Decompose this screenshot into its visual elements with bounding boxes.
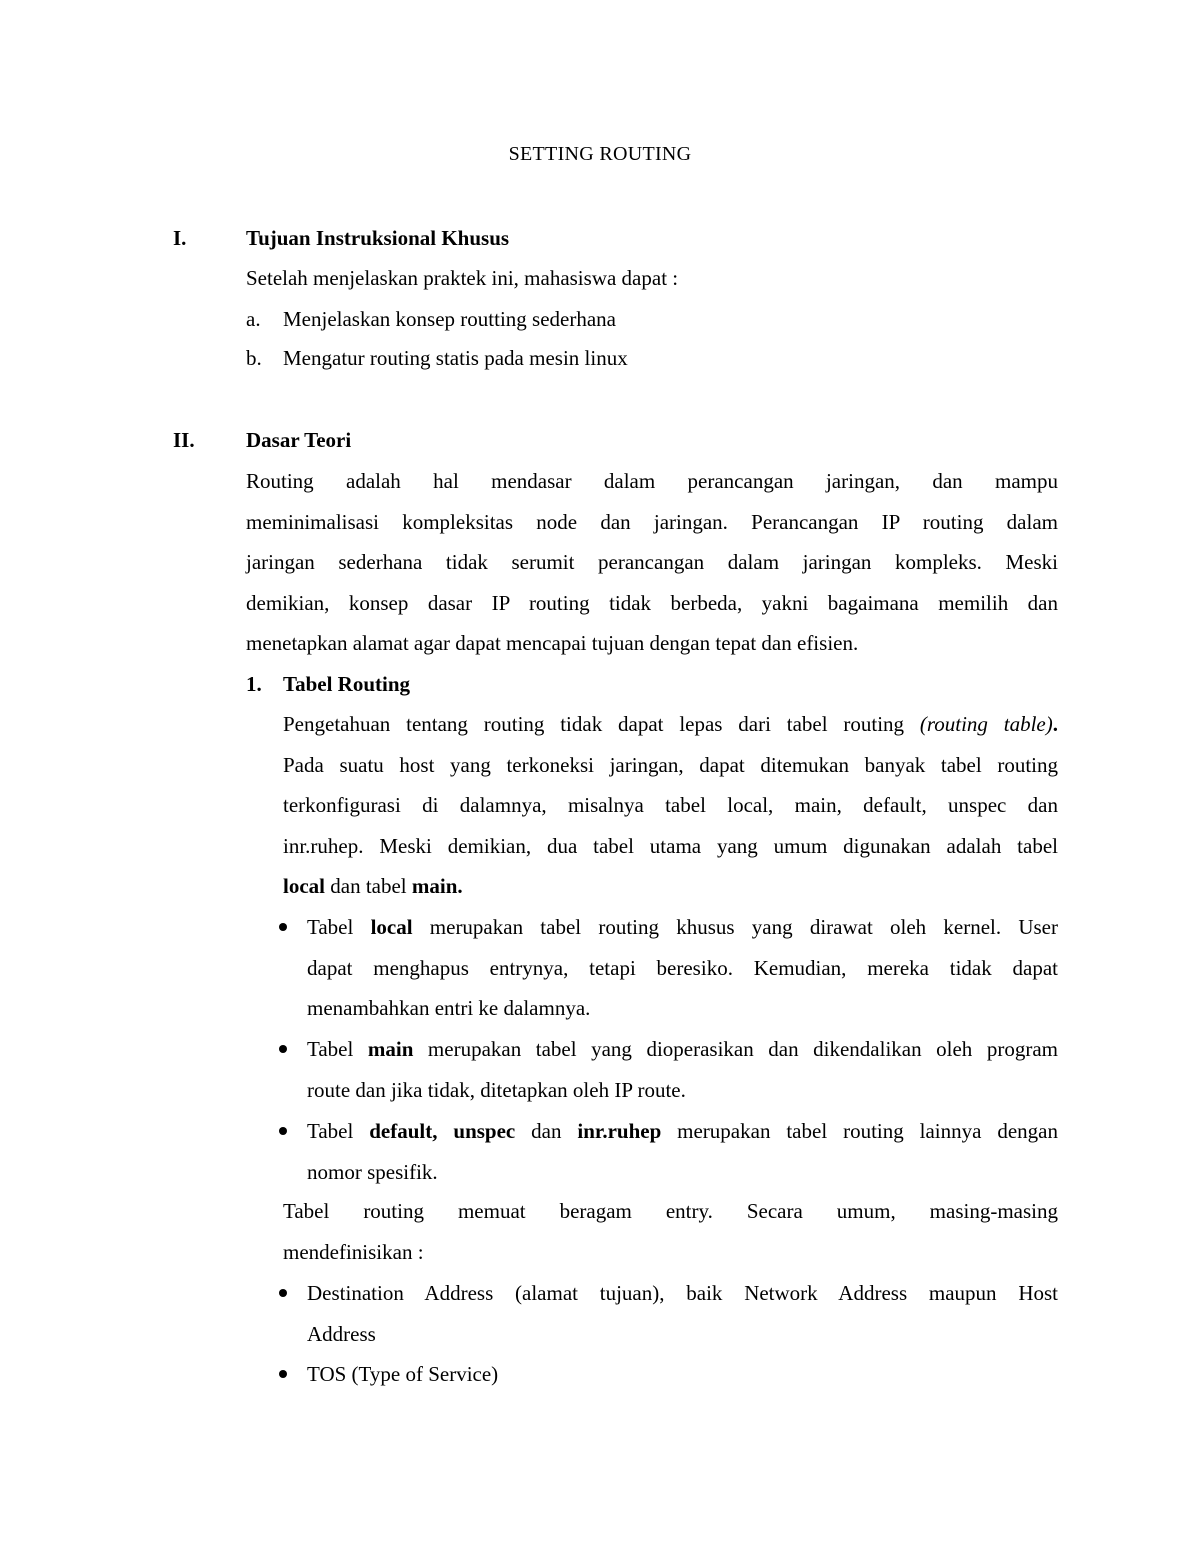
bullet-line: Tabel default, unspec dan inr.ruhep merupakan tabel routing lainnya dengan bbox=[307, 1119, 1058, 1143]
section-1-intro: Setelah menjelaskan praktek ini, mahasiswa dapat : bbox=[246, 266, 679, 290]
entry-bullet-tos: TOS (Type of Service) bbox=[307, 1362, 499, 1386]
bullet-icon bbox=[279, 923, 287, 931]
bullet-line: Tabel main merupakan tabel yang dioperasikan dan dikendalikan oleh program bbox=[307, 1037, 1058, 1061]
bullet-icon bbox=[279, 1045, 287, 1053]
bullet-line: dapat menghapus entrynya, tetapi beresiko. Kemudian, mereka tidak dapat bbox=[307, 955, 1058, 980]
paragraph-line: meminimalisasi kompleksitas node dan jaringan. Perancangan IP routing dalam bbox=[246, 509, 1058, 534]
bullet-item-local bbox=[307, 907, 1058, 1029]
bullet-icon bbox=[279, 1127, 287, 1135]
bullet-icon bbox=[279, 1370, 287, 1378]
paragraph-line: Pada suatu host yang terkoneksi jaringan, dapat ditemukan banyak tabel routing bbox=[283, 752, 1058, 777]
subsection-1-paragraph bbox=[283, 704, 1058, 907]
paragraph-line: Pengetahuan tentang routing tidak dapat lepas dari tabel routing (routing table). bbox=[283, 712, 1058, 736]
bullet-line: Address bbox=[307, 1321, 376, 1346]
bullet-line: route dan jika tidak, ditetapkan oleh IP route. bbox=[307, 1077, 686, 1102]
document-title: SETTING ROUTING bbox=[508, 143, 692, 165]
bullet-line: Tabel local merupakan tabel routing khusus yang dirawat oleh kernel. User bbox=[307, 915, 1058, 939]
entry-paragraph bbox=[283, 1191, 1058, 1272]
section-2-heading: Dasar Teori bbox=[246, 428, 352, 452]
objective-b-text: Mengatur routing statis pada mesin linux bbox=[283, 346, 628, 370]
section-1-number: I. bbox=[173, 226, 187, 250]
paragraph-line: demikian, konsep dasar IP routing tidak berbeda, yakni bagaimana memilih dan bbox=[246, 590, 1058, 615]
routing-table-term: (routing table) bbox=[919, 712, 1053, 736]
bullet-line: nomor spesifik. bbox=[307, 1159, 438, 1184]
bullet-item-main bbox=[307, 1029, 1058, 1110]
subsection-1-number: 1. bbox=[246, 672, 262, 696]
objective-a-marker: a. bbox=[246, 307, 261, 331]
bullet-icon bbox=[279, 1289, 287, 1297]
paragraph-line: jaringan sederhana tidak serumit perancangan dalam jaringan kompleks. Meski bbox=[246, 550, 1058, 575]
section-2-number: II. bbox=[173, 428, 195, 452]
paragraph-line: mendefinisikan : bbox=[283, 1239, 424, 1264]
objective-b-marker: b. bbox=[246, 346, 262, 370]
bullet-line: menambahkan entri ke dalamnya. bbox=[307, 996, 591, 1021]
paragraph-line: Tabel routing memuat beragam entry. Secara umum, masing-masing bbox=[283, 1199, 1058, 1223]
entry-bullet-destination bbox=[307, 1273, 1058, 1354]
section-2-paragraph bbox=[246, 461, 1058, 664]
bullet-item-default bbox=[307, 1111, 1058, 1192]
bullet-line: Destination Address (alamat tujuan), baik Network Address maupun Host bbox=[307, 1281, 1058, 1305]
objective-a-text: Menjelaskan konsep routting sederhana bbox=[283, 307, 616, 331]
paragraph-line: Routing adalah hal mendasar dalam perancangan jaringan, dan mampu bbox=[246, 469, 1058, 493]
subsection-1-heading: Tabel Routing bbox=[283, 672, 411, 696]
paragraph-line: local dan tabel main. bbox=[283, 874, 463, 899]
paragraph-line: inr.ruhep. Meski demikian, dua tabel utama yang umum digunakan adalah tabel bbox=[283, 833, 1058, 858]
paragraph-line: terkonfigurasi di dalamnya, misalnya tabel local, main, default, unspec dan bbox=[283, 793, 1058, 818]
section-1-heading: Tujuan Instruksional Khusus bbox=[246, 226, 510, 250]
paragraph-line: menetapkan alamat agar dapat mencapai tujuan dengan tepat dan efisien. bbox=[246, 631, 859, 656]
